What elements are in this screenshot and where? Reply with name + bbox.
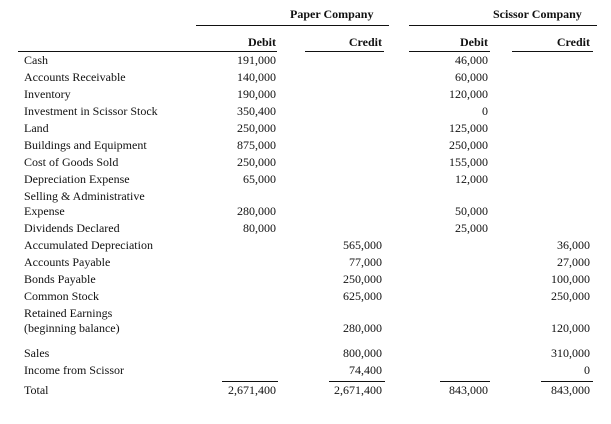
scissor-credit-cell: 0 (584, 363, 590, 377)
paper-debit-cell: 2,671,400 (228, 383, 276, 397)
scissor-credit-header: Credit (556, 35, 590, 49)
row-label-line2: Expense (24, 204, 65, 218)
paper-debit-cell: 875,000 (237, 138, 276, 152)
paper-header-rule (196, 25, 389, 26)
row-label: Accounts Receivable (24, 70, 126, 84)
scissor-debit-cell: 155,000 (449, 155, 488, 169)
row-label: Dividends Declared (24, 221, 120, 235)
scissor-credit-cell: 27,000 (557, 255, 590, 269)
scissor-credit-cell: 100,000 (551, 272, 590, 286)
row-label: Accumulated Depreciation (24, 238, 153, 252)
scissor-debit-cell: 125,000 (449, 121, 488, 135)
scissor-credit-cell: 310,000 (551, 346, 590, 360)
paper-credit-cell: 250,000 (343, 272, 382, 286)
row-label: Income from Scissor (24, 363, 124, 377)
row-label: Accounts Payable (24, 255, 111, 269)
paper-debit-header: Debit (248, 35, 276, 49)
paper-credit-cell: 74,400 (349, 363, 382, 377)
scissor-debit-header: Debit (460, 35, 488, 49)
col-rule-scissor-debit (409, 51, 490, 52)
scissor-credit-cell: 843,000 (551, 383, 590, 397)
paper-debit-cell: 80,000 (243, 221, 276, 235)
row-label: Common Stock (24, 289, 100, 303)
paper-debit-cell: 280,000 (237, 204, 276, 218)
scissor-debit-cell: 0 (482, 104, 488, 118)
scissor-debit-cell: 12,000 (455, 172, 488, 186)
scissor-debit-cell: 843,000 (449, 383, 488, 397)
total-rule-scissor-debit (440, 381, 490, 382)
row-label-line2: (beginning balance) (24, 321, 120, 335)
scissor-header-rule (409, 25, 597, 26)
row-label: Buildings and Equipment (24, 138, 147, 152)
row-label: Selling & Administrative (24, 189, 145, 203)
scissor-debit-cell: 60,000 (455, 70, 488, 84)
scissor-debit-cell: 250,000 (449, 138, 488, 152)
scissor-debit-cell: 46,000 (455, 53, 488, 67)
row-label: Land (24, 121, 49, 135)
scissor-credit-cell: 250,000 (551, 289, 590, 303)
paper-credit-cell: 77,000 (349, 255, 382, 269)
row-label: Retained Earnings (24, 306, 113, 320)
scissor-debit-cell: 25,000 (455, 221, 488, 235)
row-label: Total (24, 383, 49, 397)
row-label: Depreciation Expense (24, 172, 130, 186)
paper-debit-cell: 250,000 (237, 155, 276, 169)
paper-company-header: Paper Company (290, 7, 374, 21)
row-label: Cost of Goods Sold (24, 155, 119, 169)
col-rule-paper-credit (305, 51, 384, 52)
total-rule-paper-debit (222, 381, 278, 382)
paper-credit-cell: 565,000 (343, 238, 382, 252)
paper-debit-cell: 140,000 (237, 70, 276, 84)
paper-debit-cell: 190,000 (237, 87, 276, 101)
row-label: Cash (24, 53, 48, 67)
scissor-credit-cell: 120,000 (551, 321, 590, 335)
paper-credit-cell: 2,671,400 (334, 383, 382, 397)
col-rule-scissor-credit (512, 51, 593, 52)
paper-debit-cell: 250,000 (237, 121, 276, 135)
total-rule-paper-credit (329, 381, 385, 382)
row-label: Sales (24, 346, 50, 360)
paper-credit-cell: 625,000 (343, 289, 382, 303)
row-label: Investment in Scissor Stock (24, 104, 158, 118)
paper-credit-cell: 280,000 (343, 321, 382, 335)
paper-credit-header: Credit (348, 35, 382, 49)
paper-debit-cell: 65,000 (243, 172, 276, 186)
scissor-company-header: Scissor Company (493, 7, 582, 21)
row-label: Inventory (24, 87, 71, 101)
paper-debit-cell: 350,400 (237, 104, 276, 118)
row-label: Bonds Payable (24, 272, 96, 286)
scissor-debit-cell: 120,000 (449, 87, 488, 101)
scissor-debit-cell: 50,000 (455, 204, 488, 218)
total-rule-scissor-credit (541, 381, 593, 382)
col-rule-left (18, 51, 277, 52)
paper-debit-cell: 191,000 (237, 53, 276, 67)
paper-credit-cell: 800,000 (343, 346, 382, 360)
scissor-credit-cell: 36,000 (557, 238, 590, 252)
